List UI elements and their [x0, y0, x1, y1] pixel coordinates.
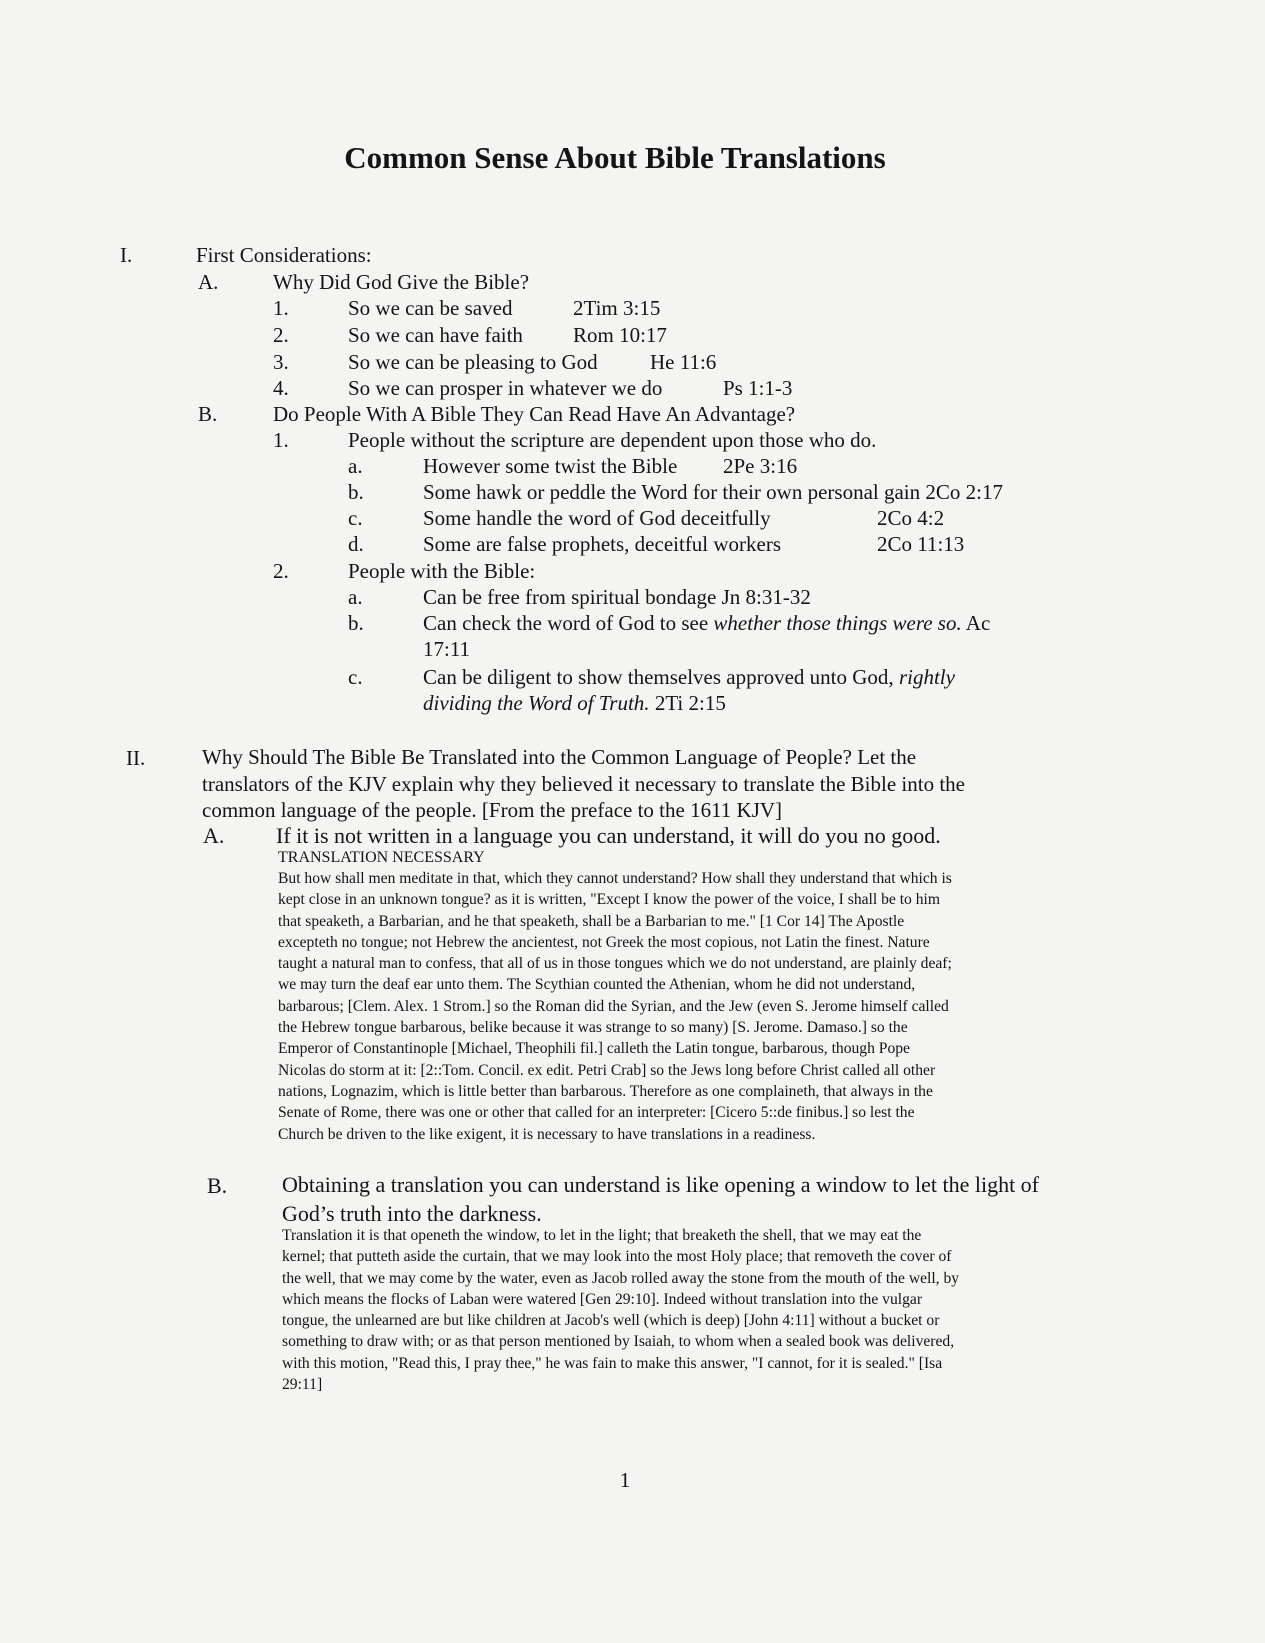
sub-item-letter: a.: [348, 585, 363, 609]
section-2-intro-line: Why Should The Bible Be Translated into the Common Language of People? Let the: [202, 745, 917, 769]
section-1-heading: First Considerations:: [196, 243, 372, 267]
quote-line: something to draw with; or as that person mentioned by Isaiah, to whom when a sealed book was delivered,: [282, 1333, 955, 1351]
page-number: 1: [619, 1468, 631, 1492]
section-2a-subheading: TRANSLATION NECESSARY: [278, 849, 485, 866]
list-item-number: 2.: [273, 559, 289, 583]
sub-item-text: [423, 664, 955, 690]
page-title: Common Sense About Bible Translations: [344, 140, 886, 175]
sub-item-letter: b.: [348, 611, 364, 635]
quote-line: kept close in an unknown tongue? as it is written, "Except I know the power of the voice, I shall be to him: [278, 891, 941, 909]
section-2a-letter: A.: [203, 823, 225, 848]
sub-item-text: [423, 610, 990, 636]
sub-item-letter: c.: [348, 506, 363, 530]
sub-item-reference: 2Co 4:2: [877, 506, 945, 530]
quote-line: Nicolas do storm at it: [2::Tom. Concil. ex edit. Petri Crab] so the Jews long before Christ called all other: [278, 1061, 936, 1079]
section-2a-heading: If it is not written in a language you can understand, it will do you no good.: [276, 823, 941, 848]
sub-item-reference: 2Co 11:13: [877, 532, 965, 556]
list-item-reference: He 11:6: [650, 350, 717, 374]
sub-item-text: Some hawk or peddle the Word for their own personal gain 2Co 2:17: [423, 480, 1003, 504]
list-item-text: People without the scripture are dependent upon those who do.: [348, 428, 877, 452]
quote-line: Senate of Rome, there was one or other that called for an interpreter: [Cicero 5::de finibus.] so lest the: [278, 1104, 915, 1122]
quote-line: Emperor of Constantinople [Michael, Theophili fil.] calleth the Latin tongue, barbarous, though Pope: [278, 1040, 910, 1058]
quote-line: the Hebrew tongue barbarous, belike because it was strange to so many) [S. Jerome. Damaso.] so the: [278, 1019, 908, 1037]
section-2-intro-line: translators of the KJV explain why they believed it necessary to translate the Bible into the: [202, 772, 965, 796]
quote-block-b: [282, 1225, 1112, 1395]
sub-item-text-continued: [423, 690, 726, 716]
quote-line: tongue, the unlearned are but like children at Jacob's well (which is deep) [John 4:11] without a bucket or: [282, 1312, 940, 1330]
list-item-reference: Rom 10:17: [573, 323, 667, 347]
quote-line: nations, Lognazim, which is little better than barbarous. Therefore as one complaineth, that always in the: [278, 1082, 933, 1100]
list-item-text: So we can be pleasing to God: [348, 350, 598, 374]
sub-item-text-emphasis: whether those things were so.: [713, 611, 962, 635]
quote-line: with this motion, "Read this, I pray thee," he was fain to make this answer, "I cannot, for it is sealed." [Isa: [282, 1354, 943, 1372]
sub-item-text: Can be free from spiritual bondage Jn 8:31-32: [423, 585, 811, 609]
list-item-number: 1.: [273, 428, 289, 452]
list-item-text: So we can have faith: [348, 323, 523, 347]
section-1-numeral: I.: [120, 243, 133, 267]
list-item-text: So we can be saved: [348, 296, 513, 320]
section-2b-heading: God’s truth into the darkness.: [282, 1201, 542, 1226]
quote-line: kernel; that putteth aside the curtain, that we may look into the most Holy place; that removeth the cover of: [282, 1248, 952, 1266]
quote-block-a: [278, 868, 1108, 1145]
list-item-number: 3.: [273, 350, 289, 374]
quote-line: taught a natural man to confess, that all of us in those tongues which we do not understand, are plainly deaf;: [278, 955, 952, 973]
section-2-numeral: II.: [126, 746, 146, 770]
sub-item-reference: Ac: [961, 611, 991, 635]
list-item-number: 4.: [273, 376, 289, 400]
sub-item-text-pre: Can be diligent to show themselves approved unto God,: [423, 665, 899, 689]
list-item-reference: Ps 1:1-3: [723, 376, 793, 400]
list-item-number: 1.: [273, 296, 289, 320]
quote-line: 29:11]: [282, 1376, 323, 1394]
quote-line: we may turn the deaf ear unto them. The Scythian counted the Athenian, whom he did not understand,: [278, 976, 916, 994]
quote-line: But how shall men meditate in that, which they cannot understand? How shall they understand that which is: [278, 870, 952, 887]
section-2b-heading: Obtaining a translation you can understand is like opening a window to let the light of: [282, 1172, 1040, 1197]
section-1b-letter: B.: [198, 402, 218, 426]
sub-item-letter: c.: [348, 665, 363, 689]
section-1a-heading: Why Did God Give the Bible?: [273, 270, 530, 294]
sub-item-text: Some handle the word of God deceitfully: [423, 506, 771, 530]
sub-item-text: Some are false prophets, deceitful workers: [423, 532, 782, 556]
quote-line: Translation it is that openeth the window, to let in the light; that breaketh the shell, that we may eat the: [282, 1227, 922, 1244]
list-item-number: 2.: [273, 323, 289, 347]
section-1b-heading: Do People With A Bible They Can Read Have An Advantage?: [273, 402, 796, 426]
sub-item-text: However some twist the Bible: [423, 454, 678, 478]
sub-item-letter: a.: [348, 454, 363, 478]
sub-item-text-emphasis: rightly: [898, 665, 955, 689]
sub-item-text-pre: Can check the word of God to see: [423, 611, 714, 635]
quote-line: which means the flocks of Laban were watered [Gen 29:10]. Indeed without translation into the vulgar: [282, 1290, 923, 1308]
section-2b-letter: B.: [207, 1173, 228, 1198]
quote-line: the well, that we may come by the water, even as Jacob rolled away the stone from the mouth of the well, by: [282, 1269, 960, 1287]
quote-line: Church be driven to the like exigent, it is necessary to have translations in a readiness.: [278, 1125, 816, 1143]
sub-item-text-emphasis: dividing the Word of Truth.: [423, 691, 650, 715]
sub-item-letter: d.: [348, 532, 364, 556]
quote-line: excepteth no tongue; not Hebrew the ancientest, not Greek the most copious, not Latin the finest. Nature: [278, 933, 930, 951]
sub-item-letter: b.: [348, 480, 364, 504]
section-2-intro-line: common language of the people. [From the preface to the 1611 KJV]: [202, 798, 783, 822]
list-item-text: So we can prosper in whatever we do: [348, 376, 663, 400]
quote-line: that speaketh, a Barbarian, and he that speaketh, shall be a Barbarian to me." [1 Cor 14] The Apostle: [278, 912, 905, 930]
section-1a-letter: A.: [198, 270, 219, 294]
sub-item-reference: 2Pe 3:16: [723, 454, 798, 478]
quote-line: barbarous; [Clem. Alex. 1 Strom.] so the Roman did the Syrian, and the Jew (even S. Jerome himself called: [278, 997, 949, 1015]
list-item-text: People with the Bible:: [348, 559, 536, 583]
sub-item-reference-continued: 17:11: [423, 637, 471, 661]
sub-item-reference: 2Ti 2:15: [649, 691, 726, 715]
list-item-reference: 2Tim 3:15: [573, 296, 661, 320]
